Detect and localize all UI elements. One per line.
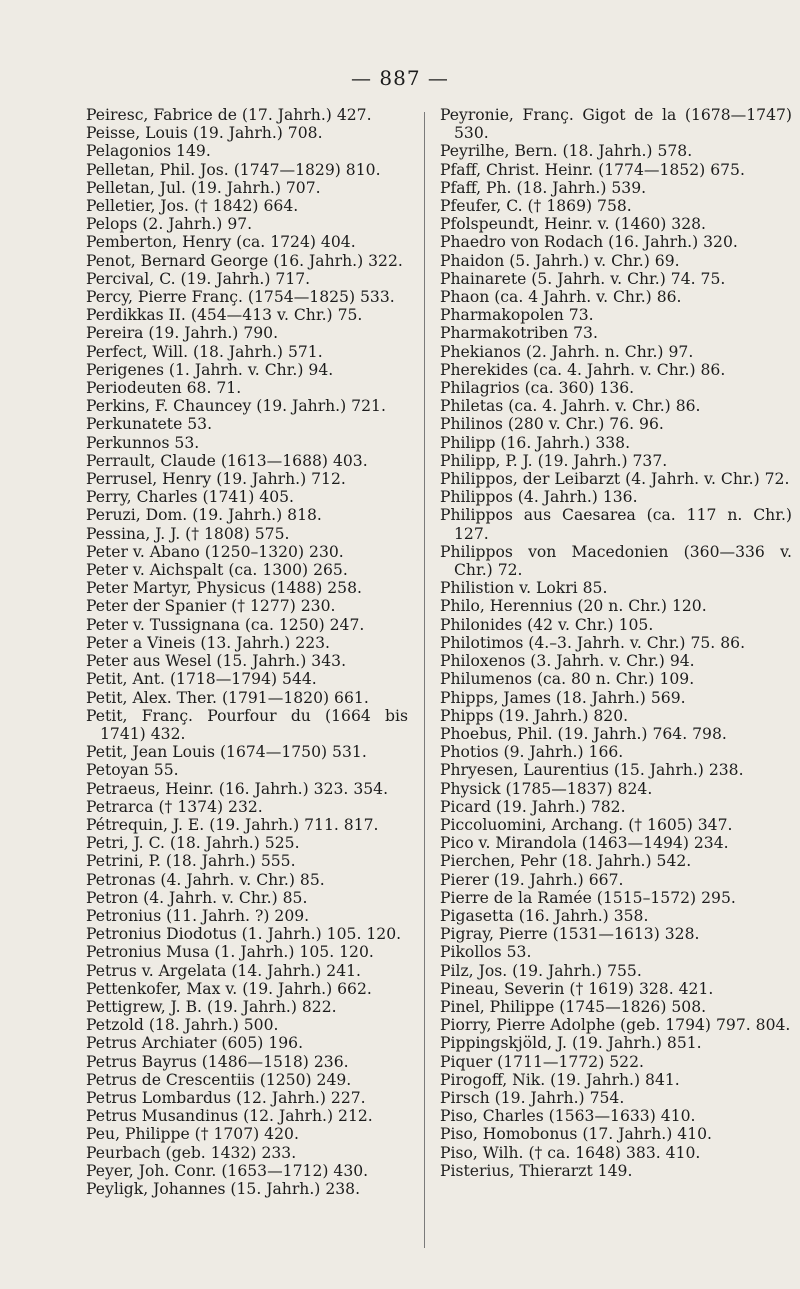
index-entry: Perfect, Will. (18. Jahrh.) 571. [86, 342, 323, 361]
index-entry: Philumenos (ca. 80 n. Chr.) 109. [440, 670, 695, 689]
index-entry: Petrus Archiater (605) 196. [86, 1034, 304, 1053]
index-entry: Piso, Homobonus (17. Jahrh.) 410. [440, 1125, 713, 1144]
index-entry: Pfaff, Christ. Heinr. (1774—1852) 675. [440, 160, 745, 179]
index-entry: Pharmakotriben 73. [440, 324, 598, 343]
index-entry: Peurbach (geb. 1432) 233. [86, 1143, 297, 1162]
index-entry: Petronius (11. Jahrh. ?) 209. [86, 906, 310, 925]
index-entry: Percy, Pierre Franç. (1754—1825) 533. [86, 288, 395, 307]
index-entry: Peyronie, Franç. Gigot de la (1678—1747) 530. [440, 106, 792, 143]
index-entry: Perdikkas II. (454—413 v. Chr.) 75. [86, 306, 363, 325]
index-entry: Pigray, Pierre (1531—1613) 328. [440, 925, 700, 944]
index-entry: Philipp, P. J. (19. Jahrh.) 737. [440, 451, 668, 470]
index-entry: Pirogoff, Nik. (19. Jahrh.) 841. [440, 1070, 680, 1089]
index-entry: Pelletan, Jul. (19. Jahrh.) 707. [86, 178, 321, 197]
index-entry: Philinos (280 v. Chr.) 76. 96. [440, 415, 664, 434]
index-entry: Philetas (ca. 4. Jahrh. v. Chr.) 86. [440, 397, 701, 416]
index-entry: Peter a Vineis (13. Jahrh.) 223. [86, 633, 331, 652]
index-entry: Petraeus, Heinr. (16. Jahrh.) 323. 354. [86, 779, 389, 798]
index-entry: Phoebus, Phil. (19. Jahrh.) 764. 798. [440, 724, 727, 743]
index-entry: Phryesen, Laurentius (15. Jahrh.) 238. [440, 761, 744, 780]
index-entry: Philotimos (4.–3. Jahrh. v. Chr.) 75. 86. [440, 633, 746, 652]
index-entry: Petrus v. Argelata (14. Jahrh.) 241. [86, 961, 361, 980]
index-entry: Photios (9. Jahrh.) 166. [440, 743, 624, 762]
index-entry: Pelops (2. Jahrh.) 97. [86, 215, 253, 234]
index-entry: Picard (19. Jahrh.) 782. [440, 797, 626, 816]
index-entry: Peyer, Joh. Conr. (1653—1712) 430. [86, 1161, 369, 1180]
index-entry: Pereira (19. Jahrh.) 790. [86, 324, 279, 343]
index-entry: Pierer (19. Jahrh.) 667. [440, 870, 624, 889]
index-entry: Perkins, F. Chauncey (19. Jahrh.) 721. [86, 397, 386, 416]
index-entry: Pippingskjöld, J. (19. Jahrh.) 851. [440, 1034, 702, 1053]
index-entry: Perigenes (1. Jahrh. v. Chr.) 94. [86, 360, 334, 379]
index-entry: Pettigrew, J. B. (19. Jahrh.) 822. [86, 997, 337, 1016]
index-entry: Perry, Charles (1741) 405. [86, 488, 295, 507]
index-entry: Pico v. Mirandola (1463—1494) 234. [440, 834, 729, 853]
index-entry: Pelletan, Phil. Jos. (1747—1829) 810. [86, 160, 381, 179]
index-entry: Peter v. Abano (1250–1320) 230. [86, 542, 344, 561]
index-entry: Pigasetta (16. Jahrh.) 358. [440, 906, 649, 925]
index-column-left [86, 106, 408, 1198]
index-entry: Pharmakopolen 73. [440, 306, 594, 325]
index-entry: Philagrios (ca. 360) 136. [440, 379, 635, 398]
index-entry: Petrini, P. (18. Jahrh.) 555. [86, 852, 296, 871]
index-entry: Peu, Philippe († 1707) 420. [86, 1125, 299, 1144]
index-entry: Perrault, Claude (1613—1688) 403. [86, 451, 368, 470]
index-entry: Phaidon (5. Jahrh.) v. Chr.) 69. [440, 251, 680, 270]
index-entry: Pelagonios 149. [86, 142, 211, 161]
index-entry: Petit, Franç. Pourfour du (1664 bis 1741) 432. [86, 706, 408, 743]
index-entry: Pierre de la Ramée (1515–1572) 295. [440, 888, 736, 907]
index-entry: Pettenkofer, Max v. (19. Jahrh.) 662. [86, 979, 372, 998]
index-entry: Pherekides (ca. 4. Jahrh. v. Chr.) 86. [440, 360, 726, 379]
index-entry: Philippos von Macedonien (360—336 v. Chr.) 72. [440, 542, 792, 580]
index-entry: Pemberton, Henry (ca. 1724) 404. [86, 233, 356, 252]
index-entry: Pfeufer, C. († 1869) 758. [440, 197, 632, 216]
index-entry: Philo, Herennius (20 n. Chr.) 120. [440, 597, 707, 616]
index-entry: Petoyan 55. [86, 761, 179, 780]
index-entry: Petit, Jean Louis (1674—1750) 531. [86, 743, 367, 762]
index-entry: Pfolspeundt, Heinr. v. (1460) 328. [440, 215, 707, 234]
index-entry: Pierchen, Pehr (18. Jahrh.) 542. [440, 852, 692, 871]
index-entry: Piquer (1711—1772) 522. [440, 1052, 644, 1071]
index-entry: Phaon (ca. 4 Jahrh. v. Chr.) 86. [440, 288, 682, 307]
index-entry: Petri, J. C. (18. Jahrh.) 525. [86, 834, 300, 853]
index-entry: Philippos (4. Jahrh.) 136. [440, 488, 638, 507]
index-entry: Physick (1785—1837) 824. [440, 779, 653, 798]
index-entry: Pessina, J. J. († 1808) 575. [86, 524, 290, 543]
index-entry: Peiresc, Fabrice de (17. Jahrh.) 427. [86, 106, 372, 124]
index-entry: Peter Martyr, Physicus (1488) 258. [86, 579, 362, 598]
index-entry: Pinel, Philippe (1745—1826) 508. [440, 997, 707, 1016]
index-entry: Petronius Diodotus (1. Jahrh.) 105. 120. [86, 925, 402, 944]
index-entry: Phekianos (2. Jahrh. n. Chr.) 97. [440, 342, 694, 361]
index-entry: Petronius Musa (1. Jahrh.) 105. 120. [86, 943, 374, 962]
index-entry: Petronas (4. Jahrh. v. Chr.) 85. [86, 870, 325, 889]
index-column-right [440, 106, 792, 1180]
index-entry: Pétrequin, J. E. (19. Jahrh.) 711. 817. [86, 815, 379, 834]
index-entry: Philippos, der Leibarzt (4. Jahrh. v. Chr.) 72. [440, 470, 790, 489]
index-entry: Pirsch (19. Jahrh.) 754. [440, 1088, 625, 1107]
index-entry: Petrus Bayrus (1486—1518) 236. [86, 1052, 349, 1071]
index-entry: Peter v. Aichspalt (ca. 1300) 265. [86, 561, 348, 580]
column-divider [424, 112, 425, 1248]
index-entry: Perkunatete 53. [86, 415, 213, 434]
index-entry: Petit, Ant. (1718—1794) 544. [86, 670, 317, 689]
index-entry: Piso, Charles (1563—1633) 410. [440, 1107, 696, 1126]
index-entry: Philippos aus Caesarea (ca. 117 n. Chr.) 127. [440, 506, 792, 543]
index-entry: Peter aus Wesel (15. Jahrh.) 343. [86, 652, 347, 671]
index-entry: Phainarete (5. Jahrh. v. Chr.) 74. 75. [440, 269, 726, 288]
index-entry: Peyligk, Johannes (15. Jahrh.) 238. [86, 1179, 361, 1198]
index-entry: Petrarca († 1374) 232. [86, 797, 263, 816]
index-entry: Piso, Wilh. († ca. 1648) 383. 410. [440, 1143, 701, 1162]
index-entry: Piccoluomini, Archang. († 1605) 347. [440, 815, 733, 834]
index-entry: Pilz, Jos. (19. Jahrh.) 755. [440, 961, 642, 980]
index-entry: Peruzi, Dom. (19. Jahrh.) 818. [86, 506, 322, 525]
index-entry: Philonides (42 v. Chr.) 105. [440, 615, 654, 634]
index-entry: Petit, Alex. Ther. (1791—1820) 661. [86, 688, 369, 707]
index-entry: Pelletier, Jos. († 1842) 664. [86, 197, 299, 216]
index-entry: Petrus Lombardus (12. Jahrh.) 227. [86, 1088, 366, 1107]
index-entry: Penot, Bernard George (16. Jahrh.) 322. [86, 251, 403, 270]
index-entry: Peter v. Tussignana (ca. 1250) 247. [86, 615, 365, 634]
index-entry: Piorry, Pierre Adolphe (geb. 1794) 797. 804. [440, 1016, 791, 1035]
index-entry: Phipps (19. Jahrh.) 820. [440, 706, 629, 725]
index-entry: Pfaff, Ph. (18. Jahrh.) 539. [440, 178, 647, 197]
index-entry: Phaedro von Rodach (16. Jahrh.) 320. [440, 233, 738, 252]
index-entry: Peter der Spanier († 1277) 230. [86, 597, 336, 616]
index-entry: Pikollos 53. [440, 943, 532, 962]
index-entry: Petron (4. Jahrh. v. Chr.) 85. [86, 888, 308, 907]
index-entry: Periodeuten 68. 71. [86, 379, 242, 398]
index-entry: Philipp (16. Jahrh.) 338. [440, 433, 631, 452]
index-entry: Philoxenos (3. Jahrh. v. Chr.) 94. [440, 652, 695, 671]
index-entry: Perrusel, Henry (19. Jahrh.) 712. [86, 470, 346, 489]
page-number: — 887 — [351, 66, 449, 90]
index-entry: Petzold (18. Jahrh.) 500. [86, 1016, 279, 1035]
index-entry: Peisse, Louis (19. Jahrh.) 708. [86, 124, 323, 143]
index-entry: Philistion v. Lokri 85. [440, 579, 608, 598]
index-entry: Percival, C. (19. Jahrh.) 717. [86, 269, 311, 288]
index-entry: Perkunnos 53. [86, 433, 200, 452]
index-entry: Pisterius, Thierarzt 149. [440, 1161, 633, 1180]
index-entry: Phipps, James (18. Jahrh.) 569. [440, 688, 686, 707]
index-entry: Petrus Musandinus (12. Jahrh.) 212. [86, 1107, 373, 1126]
index-entry: Petrus de Crescentiis (1250) 249. [86, 1070, 352, 1089]
index-entry: Pineau, Severin († 1619) 328. 421. [440, 979, 714, 998]
index-entry: Peyrilhe, Bern. (18. Jahrh.) 578. [440, 142, 693, 161]
